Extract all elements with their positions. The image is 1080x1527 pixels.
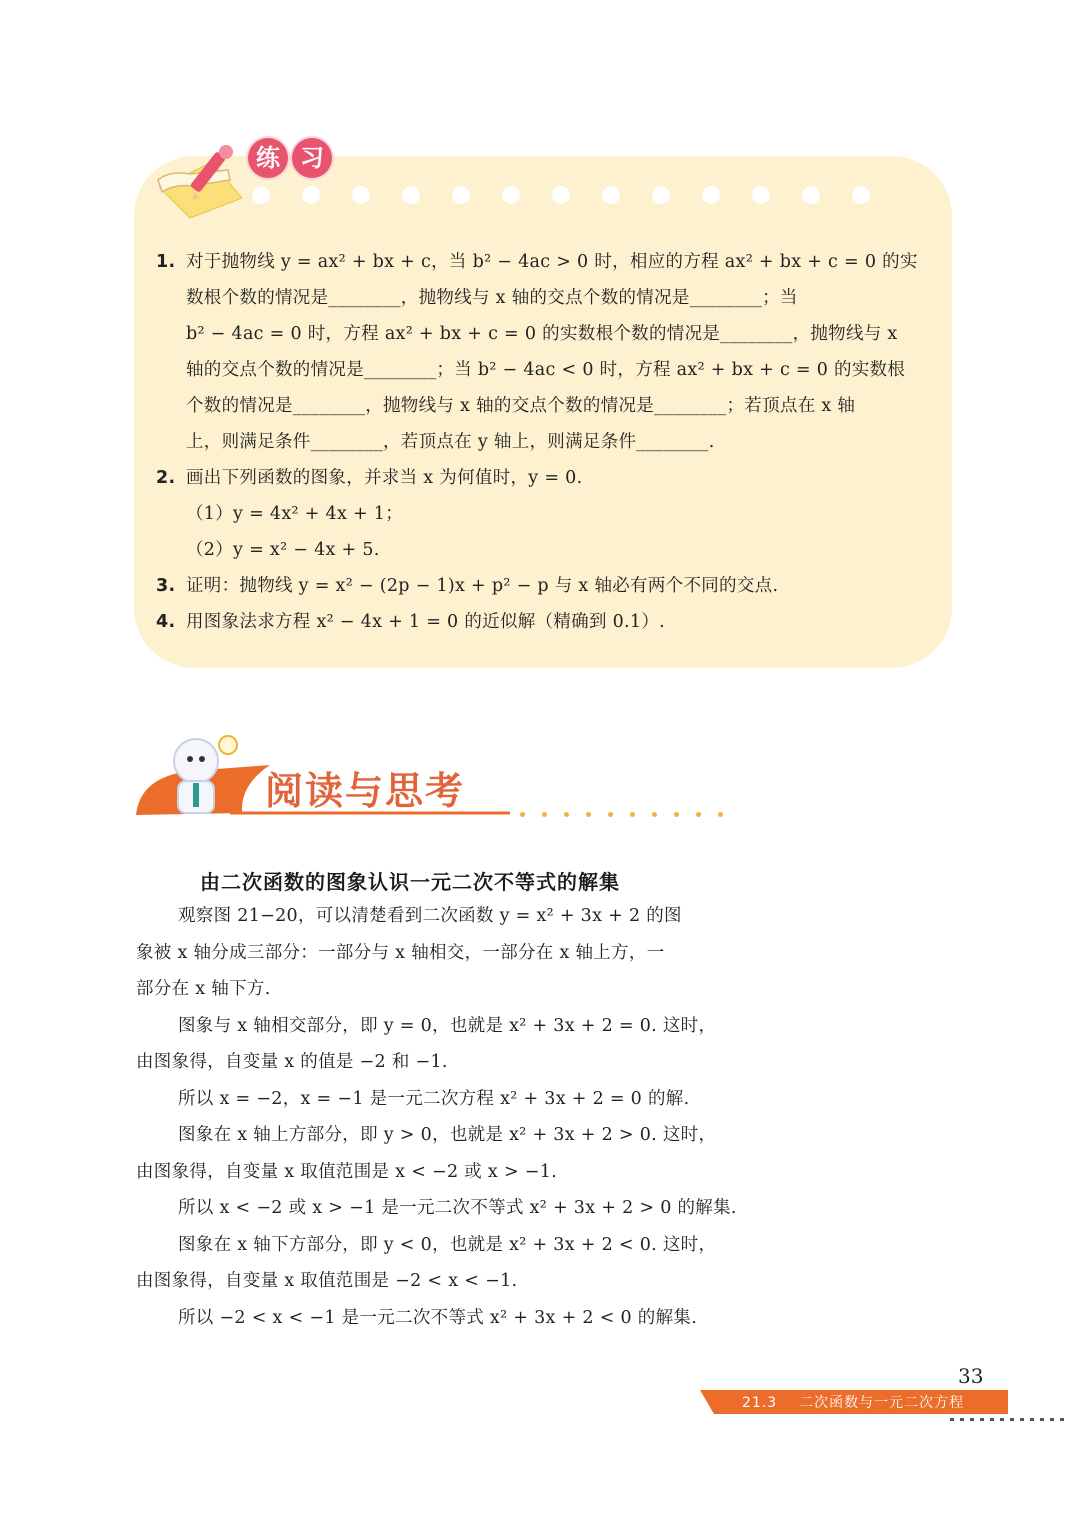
footer-dot-row — [950, 1418, 1075, 1422]
paragraph-line: 所以 x = −2，x = −1 是一元二次方程 x² + 3x + 2 = 0 的解. — [178, 1088, 690, 1109]
exercise-2-sub: （2）y = x² − 4x + 5. — [186, 540, 380, 560]
section-title: 由二次函数的图象认识一元二次不等式的解集 — [200, 870, 620, 894]
chapter-title: 二次函数与一元二次方程 — [799, 1395, 965, 1411]
paragraph-line: 部分在 x 轴下方. — [136, 979, 271, 999]
exercise-3-line: 3. 证明：抛物线 y = x² − (2p − 1)x + p² − p 与 x 轴必有两个不同的交点. — [156, 568, 936, 604]
exercise-4-line: 4. 用图象法求方程 x² − 4x + 1 = 0 的近似解（精确到 0.1）. — [156, 604, 936, 640]
exercise-list — [156, 244, 936, 640]
exercise-1-line: 1. 对于抛物线 y = ax² + bx + c，当 b² − 4ac > 0 时，相应的方程 ax² + bx + c = 0 的实 — [156, 244, 936, 280]
pencil-paper-icon — [150, 140, 260, 220]
exercise-1-line: 数根个数的情况是________，抛物线与 x 轴的交点个数的情况是________；当 — [186, 288, 798, 308]
paragraph-line: 所以 x < −2 或 x > −1 是一元二次不等式 x² + 3x + 2 > 0 的解集. — [178, 1198, 737, 1218]
exercise-1-line: 轴的交点个数的情况是________；当 b² − 4ac < 0 时，方程 ax² + bx + c = 0 的实数根 — [186, 360, 906, 380]
exercise-number: 2. — [156, 468, 176, 488]
reading-heading: 阅读与思考 — [265, 769, 466, 813]
exercise-title-char: 练 — [248, 138, 288, 178]
exercise-2-line: 2. 画出下列函数的图象，并求当 x 为何值时，y = 0. — [156, 460, 936, 496]
exercise-title-char: 习 — [292, 138, 332, 178]
exercise-1-line: 上，则满足条件________，若顶点在 y 轴上，则满足条件________. — [186, 432, 715, 452]
paragraph-line: 图象与 x 轴相交部分，即 y = 0，也就是 x² + 3x + 2 = 0. 这时， — [178, 1015, 717, 1036]
exercise-2-sub: （1）y = 4x² + 4x + 1； — [186, 504, 404, 524]
paragraph-line: 由图象得，自变量 x 的值是 −2 和 −1. — [136, 1052, 448, 1072]
chapter-number: 21.3 — [742, 1395, 778, 1411]
exercise-number: 1. — [156, 252, 176, 272]
paragraph-line: 象被 x 轴分成三部分：一部分与 x 轴相交，一部分在 x 轴上方，一 — [136, 942, 665, 963]
paragraph-line: 由图象得，自变量 x 取值范围是 −2 < x < −1. — [136, 1271, 518, 1291]
paragraph-line: 所以 −2 < x < −1 是一元二次不等式 x² + 3x + 2 < 0 的解集. — [178, 1307, 698, 1328]
exercise-dot-row — [252, 186, 892, 206]
paragraph-line: 图象在 x 轴上方部分，即 y > 0，也就是 x² + 3x + 2 > 0. 这时， — [178, 1125, 717, 1145]
exercise-title — [248, 138, 332, 178]
paragraph-line: 由图象得，自变量 x 取值范围是 x < −2 或 x > −1. — [136, 1161, 558, 1182]
chapter-footer-text — [742, 1392, 964, 1412]
reading-body — [136, 898, 736, 1336]
paragraph-line: 图象在 x 轴下方部分，即 y < 0，也就是 x² + 3x + 2 < 0. 这时， — [178, 1234, 717, 1255]
exercise-1-line: 个数的情况是________，抛物线与 x 轴的交点个数的情况是________；若顶点在 x 轴 — [186, 396, 856, 416]
reading-dot-row — [520, 812, 740, 820]
page-number: 33 — [958, 1364, 984, 1388]
exercise-1-line: b² − 4ac = 0 时，方程 ax² + bx + c = 0 的实数根个数的情况是________，抛物线与 x — [186, 324, 898, 344]
exercise-number: 3. — [156, 576, 176, 596]
exercise-number: 4. — [156, 612, 176, 632]
paragraph-line: 观察图 21−20，可以清楚看到二次函数 y = x² + 3x + 2 的图 — [178, 906, 682, 926]
